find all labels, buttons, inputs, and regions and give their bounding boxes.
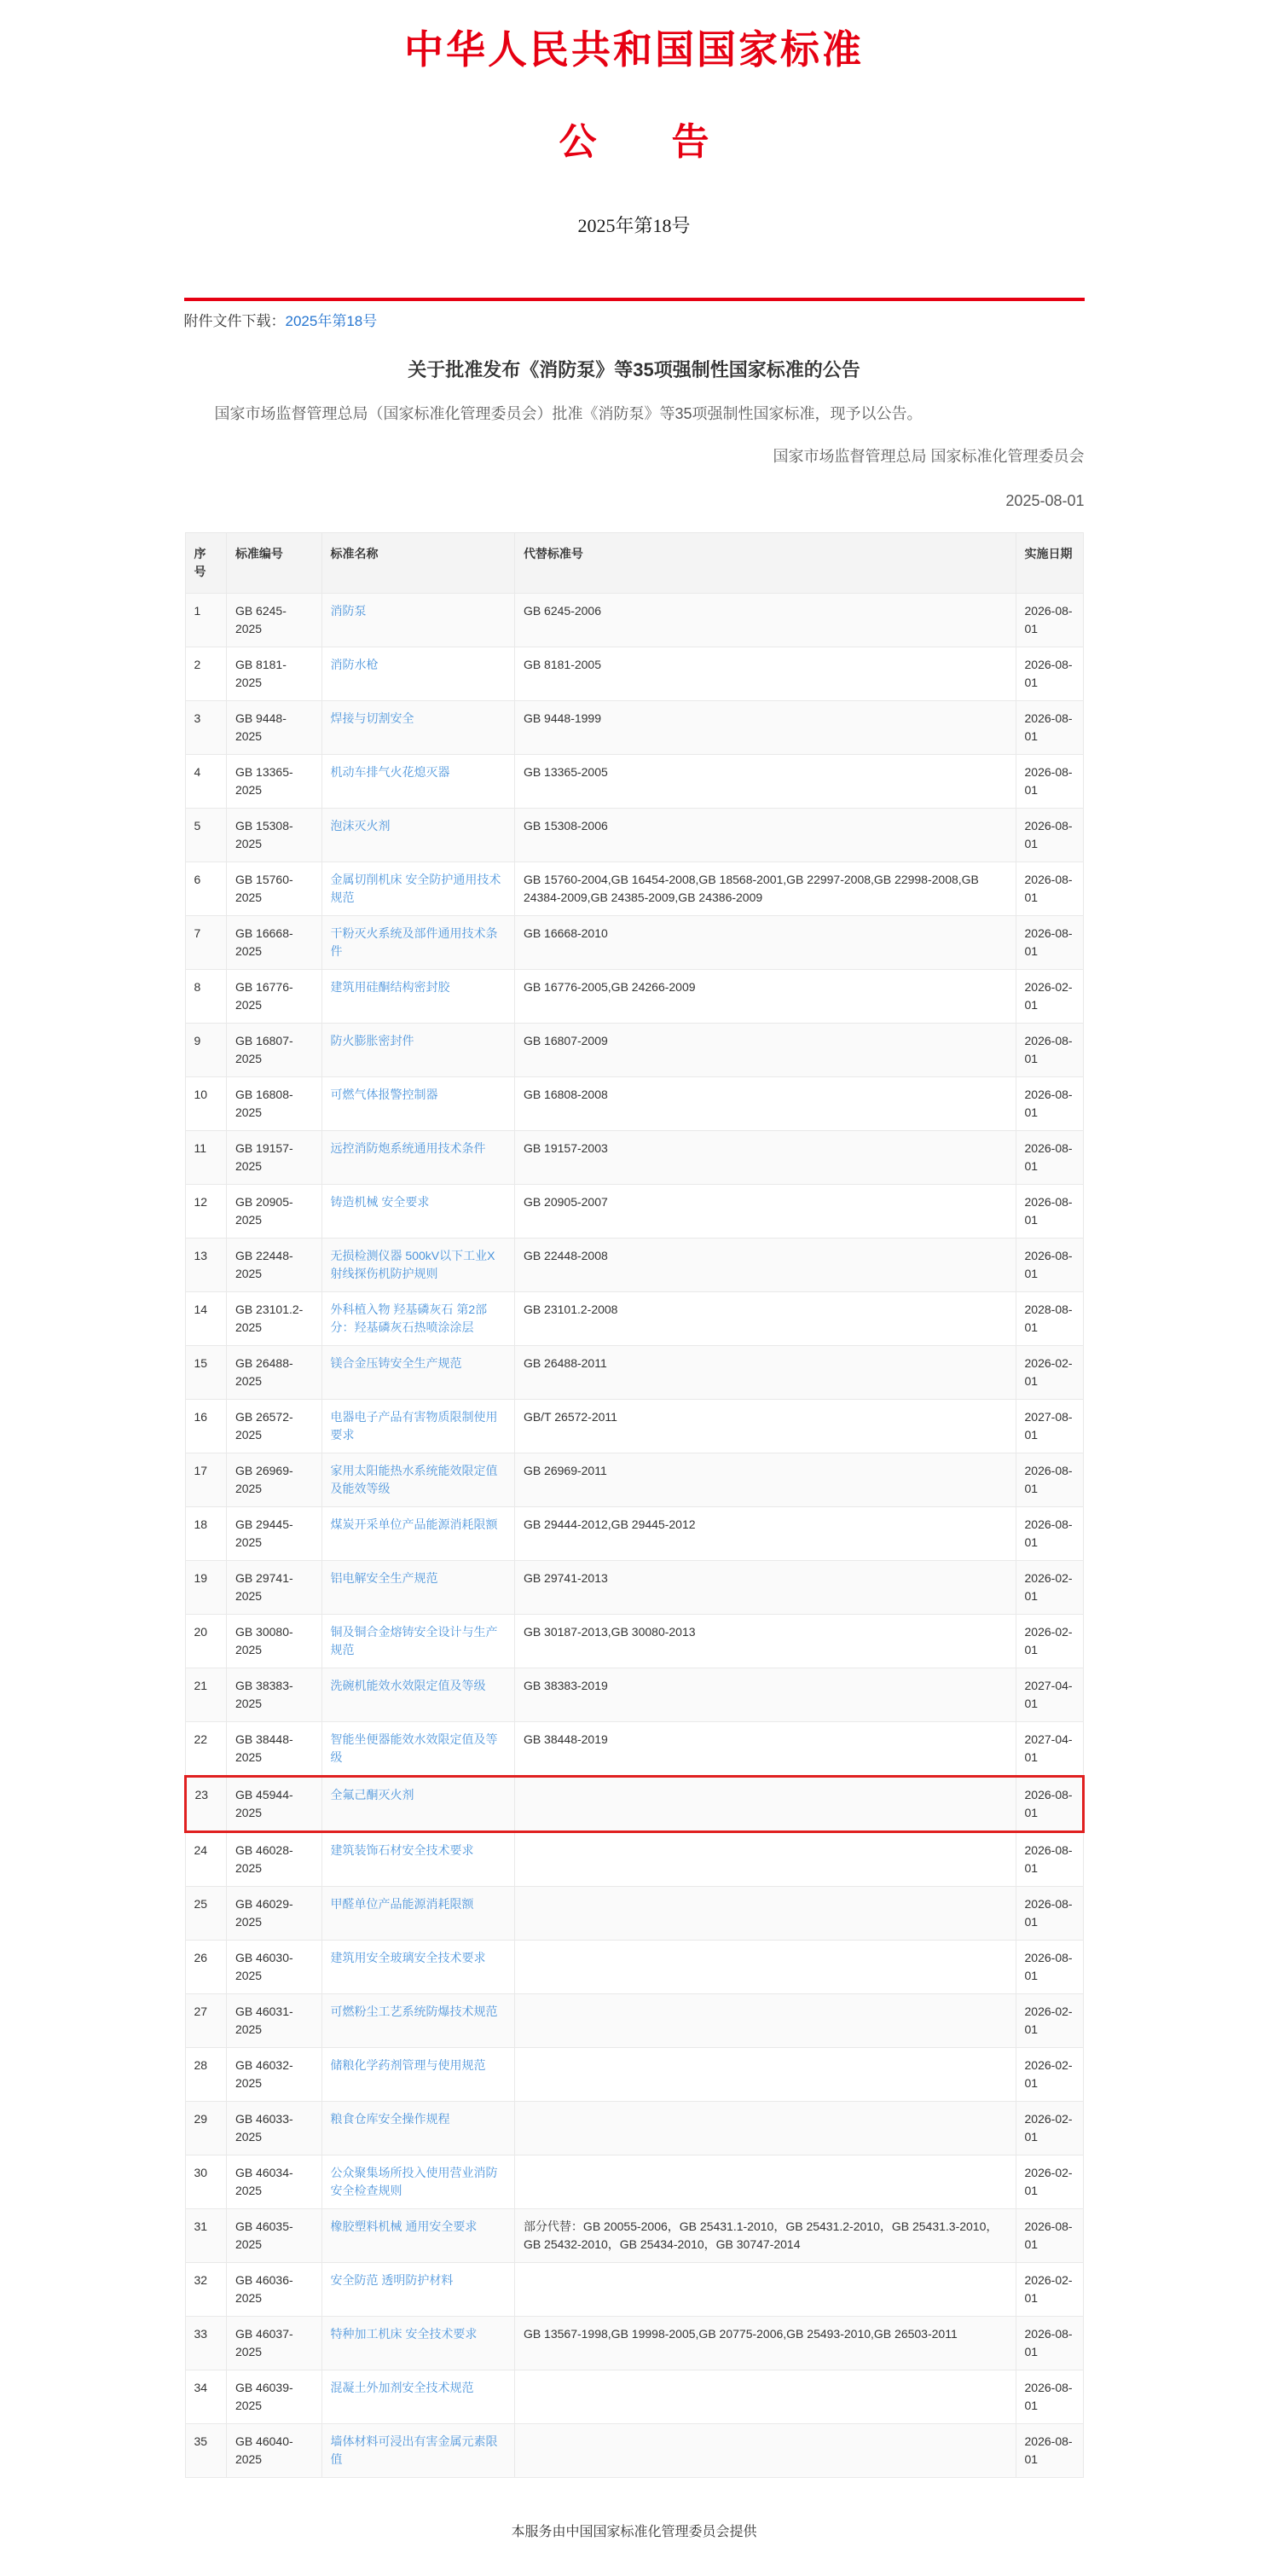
cell-index: 27 — [185, 1994, 226, 2048]
cell-implementation-date: 2026-08-01 — [1016, 1832, 1083, 1887]
cell-replaced-standards: GB 26488-2011 — [514, 1346, 1016, 1400]
standard-name-link[interactable]: 特种加工机床 安全技术要求 — [330, 2327, 478, 2341]
cell-replaced-standards: GB 13567-1998,GB 19998-2005,GB 20775-2006,GB 25493-2010,GB 26503-2011 — [514, 2317, 1016, 2370]
cell-implementation-date: 2026-08-01 — [1016, 1941, 1083, 1994]
cell-standard-number: GB 46031-2025 — [226, 1994, 321, 2048]
cell-replaced-standards: GB 20905-2007 — [514, 1185, 1016, 1239]
standards-table-header — [185, 533, 1083, 594]
attachment-download-link[interactable]: 2025年第18号 — [285, 313, 378, 329]
cell-standard-name — [321, 1722, 514, 1777]
cell-index: 25 — [185, 1887, 226, 1941]
cell-standard-name — [321, 1024, 514, 1077]
cell-standard-number: GB 29741-2025 — [226, 1561, 321, 1615]
table-row — [185, 862, 1083, 916]
cell-replaced-standards — [514, 2102, 1016, 2155]
cell-standard-number: GB 46032-2025 — [226, 2048, 321, 2102]
standard-name-link[interactable]: 公众聚集场所投入使用营业消防安全检查规则 — [330, 2166, 498, 2197]
cell-index: 14 — [185, 1292, 226, 1346]
table-row — [185, 2209, 1083, 2263]
cell-implementation-date: 2026-02-01 — [1016, 1994, 1083, 2048]
cell-standard-name — [321, 594, 514, 647]
cell-index: 35 — [185, 2424, 226, 2478]
table-row — [185, 1400, 1083, 1453]
cell-index: 21 — [185, 1668, 226, 1722]
cell-standard-number: GB 16807-2025 — [226, 1024, 321, 1077]
cell-standard-name — [321, 1777, 514, 1832]
col-implementation-date: 实施日期 — [1016, 533, 1083, 594]
cell-implementation-date: 2026-08-01 — [1016, 2317, 1083, 2370]
cell-implementation-date: 2026-08-01 — [1016, 1453, 1083, 1507]
standard-name-link[interactable]: 消防泵 — [330, 604, 367, 618]
cell-index: 28 — [185, 2048, 226, 2102]
cell-implementation-date: 2027-08-01 — [1016, 1400, 1083, 1453]
notice-title: 关于批准发布《消防泵》等35项强制性国家标准的公告 — [408, 359, 860, 380]
cell-implementation-date: 2026-02-01 — [1016, 2102, 1083, 2155]
cell-implementation-date: 2026-08-01 — [1016, 755, 1083, 809]
cell-replaced-standards — [514, 2155, 1016, 2209]
cell-index: 22 — [185, 1722, 226, 1777]
cell-standard-number: GB 26488-2025 — [226, 1346, 321, 1400]
table-row — [185, 916, 1083, 970]
standard-name-link[interactable]: 无损检测仪器 500kV以下工业X射线探伤机防护规则 — [330, 1249, 495, 1280]
cell-standard-number: GB 16776-2025 — [226, 970, 321, 1024]
cell-standard-number: GB 46036-2025 — [226, 2263, 321, 2317]
cell-index: 7 — [185, 916, 226, 970]
cell-index: 9 — [185, 1024, 226, 1077]
issuer-signature: 国家市场监督管理总局 国家标准化管理委员会 — [773, 448, 1085, 465]
cell-standard-name — [321, 1941, 514, 1994]
cell-replaced-standards: GB 19157-2003 — [514, 1131, 1016, 1185]
cell-implementation-date: 2026-08-01 — [1016, 1239, 1083, 1292]
cell-standard-number: GB 46029-2025 — [226, 1887, 321, 1941]
page-title: 中华人民共和国国家标准 — [404, 28, 864, 72]
cell-index: 20 — [185, 1615, 226, 1668]
cell-replaced-standards: GB 29444-2012,GB 29445-2012 — [514, 1507, 1016, 1561]
cell-standard-number: GB 30080-2025 — [226, 1615, 321, 1668]
footer-service-note: 本服务由中国国家标准化管理委员会提供 — [511, 2525, 757, 2539]
table-row-highlighted — [185, 1777, 1083, 1832]
table-row — [185, 970, 1083, 1024]
standard-name-link[interactable]: 煤炭开采单位产品能源消耗限额 — [330, 1517, 498, 1531]
cell-replaced-standards: GB 38383-2019 — [514, 1668, 1016, 1722]
cell-standard-number: GB 16668-2025 — [226, 916, 321, 970]
cell-replaced-standards: GB 16807-2009 — [514, 1024, 1016, 1077]
standard-name-link[interactable]: 混凝土外加剂安全技术规范 — [330, 2381, 474, 2394]
table-row — [185, 1507, 1083, 1561]
table-row — [185, 1615, 1083, 1668]
cell-index: 34 — [185, 2370, 226, 2424]
cell-implementation-date: 2026-08-01 — [1016, 809, 1083, 862]
table-row — [185, 809, 1083, 862]
table-row — [185, 1185, 1083, 1239]
cell-implementation-date: 2026-02-01 — [1016, 1561, 1083, 1615]
cell-index: 12 — [185, 1185, 226, 1239]
standard-name-link[interactable]: 建筑装饰石材安全技术要求 — [330, 1843, 474, 1857]
cell-standard-name — [321, 1185, 514, 1239]
cell-index: 4 — [185, 755, 226, 809]
cell-replaced-standards: GB 15308-2006 — [514, 809, 1016, 862]
cell-standard-name — [321, 1346, 514, 1400]
cell-standard-number: GB 26969-2025 — [226, 1453, 321, 1507]
page-subtitle: 公 告 — [559, 121, 709, 163]
table-row — [185, 2370, 1083, 2424]
cell-implementation-date: 2026-02-01 — [1016, 1346, 1083, 1400]
table-row — [185, 2048, 1083, 2102]
attachment-label: 附件文件下载： — [183, 313, 286, 329]
cell-standard-name — [321, 1561, 514, 1615]
cell-standard-name — [321, 2048, 514, 2102]
cell-standard-name — [321, 1507, 514, 1561]
standard-name-link[interactable]: 外科植入物 羟基磷灰石 第2部分：羟基磷灰石热喷涂涂层 — [330, 1303, 488, 1334]
cell-standard-name — [321, 1668, 514, 1722]
table-row — [185, 1832, 1083, 1887]
cell-replaced-standards — [514, 1887, 1016, 1941]
cell-implementation-date: 2028-08-01 — [1016, 1292, 1083, 1346]
cell-replaced-standards — [514, 1832, 1016, 1887]
cell-standard-number: GB 46040-2025 — [226, 2424, 321, 2478]
cell-standard-name — [321, 2102, 514, 2155]
cell-standard-name — [321, 2370, 514, 2424]
cell-implementation-date: 2026-08-01 — [1016, 1077, 1083, 1131]
standards-table-body — [185, 594, 1083, 2478]
cell-index: 10 — [185, 1077, 226, 1131]
cell-standard-number: GB 13365-2025 — [226, 755, 321, 809]
attachment-row — [184, 309, 1085, 330]
cell-implementation-date: 2027-04-01 — [1016, 1668, 1083, 1722]
cell-index: 31 — [185, 2209, 226, 2263]
cell-implementation-date: 2026-08-01 — [1016, 1185, 1083, 1239]
standard-name-link[interactable]: 洗碗机能效水效限定值及等级 — [330, 1679, 486, 1692]
cell-index: 17 — [185, 1453, 226, 1507]
cell-standard-name — [321, 1994, 514, 2048]
cell-standard-name — [321, 2155, 514, 2209]
standard-name-link[interactable]: 安全防范 透明防护材料 — [330, 2273, 454, 2287]
table-row — [185, 2155, 1083, 2209]
standard-name-link[interactable]: 金属切削机床 安全防护通用技术规范 — [330, 873, 501, 904]
cell-implementation-date: 2026-08-01 — [1016, 701, 1083, 755]
table-row — [185, 2424, 1083, 2478]
cell-index: 29 — [185, 2102, 226, 2155]
issue-number: 2025年第18号 — [577, 215, 691, 236]
cell-implementation-date: 2026-02-01 — [1016, 2155, 1083, 2209]
cell-implementation-date: 2026-08-01 — [1016, 1777, 1083, 1832]
standard-name-link[interactable]: 智能坐便器能效水效限定值及等级 — [330, 1732, 498, 1764]
cell-replaced-standards: GB 30187-2013,GB 30080-2013 — [514, 1615, 1016, 1668]
cell-standard-number: GB 15760-2025 — [226, 862, 321, 916]
cell-standard-number: GB 26572-2025 — [226, 1400, 321, 1453]
cell-standard-name — [321, 1453, 514, 1507]
cell-index: 13 — [185, 1239, 226, 1292]
standard-name-link[interactable]: 墙体材料可浸出有害金属元素限值 — [330, 2434, 498, 2466]
cell-index: 11 — [185, 1131, 226, 1185]
standard-name-link[interactable]: 铜及铜合金熔铸安全设计与生产规范 — [330, 1625, 498, 1656]
cell-standard-name — [321, 809, 514, 862]
cell-standard-name — [321, 1887, 514, 1941]
cell-standard-name — [321, 647, 514, 701]
cell-implementation-date: 2026-08-01 — [1016, 1507, 1083, 1561]
cell-index: 8 — [185, 970, 226, 1024]
cell-replaced-standards — [514, 2424, 1016, 2478]
cell-standard-number: GB 46037-2025 — [226, 2317, 321, 2370]
cell-replaced-standards: GB 29741-2013 — [514, 1561, 1016, 1615]
cell-standard-number: GB 6245-2025 — [226, 594, 321, 647]
cell-standard-name — [321, 755, 514, 809]
cell-index: 33 — [185, 2317, 226, 2370]
standard-name-link[interactable]: 镁合金压铸安全生产规范 — [330, 1356, 462, 1370]
col-index: 序号 — [185, 533, 226, 594]
table-row — [185, 1453, 1083, 1507]
cell-replaced-standards — [514, 2048, 1016, 2102]
cell-implementation-date: 2026-08-01 — [1016, 1887, 1083, 1941]
col-standard-number: 标准编号 — [226, 533, 321, 594]
table-row — [185, 1077, 1083, 1131]
table-row — [185, 1668, 1083, 1722]
cell-replaced-standards — [514, 1941, 1016, 1994]
cell-replaced-standards: GB 16808-2008 — [514, 1077, 1016, 1131]
cell-implementation-date: 2026-08-01 — [1016, 2424, 1083, 2478]
table-row — [185, 1239, 1083, 1292]
cell-replaced-standards: GB 23101.2-2008 — [514, 1292, 1016, 1346]
table-row — [185, 1561, 1083, 1615]
cell-replaced-standards: GB 22448-2008 — [514, 1239, 1016, 1292]
standard-name-link[interactable]: 建筑用硅酮结构密封胶 — [330, 980, 450, 994]
standard-name-link[interactable]: 甲醛单位产品能源消耗限额 — [330, 1897, 474, 1911]
cell-replaced-standards: GB 15760-2004,GB 16454-2008,GB 18568-2001,GB 22997-2008,GB 22998-2008,GB 24384-2009,GB 24385-2009,GB 24386-2009 — [514, 862, 1016, 916]
cell-index: 24 — [185, 1832, 226, 1887]
cell-standard-name — [321, 1832, 514, 1887]
cell-index: 23 — [185, 1777, 226, 1832]
cell-index: 15 — [185, 1346, 226, 1400]
cell-implementation-date: 2026-08-01 — [1016, 916, 1083, 970]
cell-replaced-standards: GB 38448-2019 — [514, 1722, 1016, 1777]
cell-standard-number: GB 15308-2025 — [226, 809, 321, 862]
standard-name-link[interactable]: 电器电子产品有害物质限制使用要求 — [330, 1410, 498, 1442]
cell-replaced-standards — [514, 1994, 1016, 2048]
table-row — [185, 2102, 1083, 2155]
table-row — [185, 1346, 1083, 1400]
cell-index: 30 — [185, 2155, 226, 2209]
cell-standard-number: GB 46034-2025 — [226, 2155, 321, 2209]
red-divider — [184, 298, 1085, 301]
cell-index: 19 — [185, 1561, 226, 1615]
standard-name-link[interactable]: 防火膨胀密封件 — [330, 1034, 414, 1047]
cell-standard-number: GB 46033-2025 — [226, 2102, 321, 2155]
cell-standard-name — [321, 1131, 514, 1185]
cell-implementation-date: 2026-08-01 — [1016, 1024, 1083, 1077]
cell-standard-number: GB 46030-2025 — [226, 1941, 321, 1994]
cell-index: 3 — [185, 701, 226, 755]
cell-standard-number: GB 20905-2025 — [226, 1185, 321, 1239]
standard-name-link[interactable]: 机动车排气火花熄灭器 — [330, 765, 450, 779]
cell-index: 2 — [185, 647, 226, 701]
cell-standard-name — [321, 1400, 514, 1453]
cell-replaced-standards: 部分代替：GB 20055-2006，GB 25431.1-2010，GB 25431.2-2010，GB 25431.3-2010，GB 25432-2010，GB 25434-2010，GB 30747-2014 — [514, 2209, 1016, 2263]
cell-standard-name — [321, 916, 514, 970]
standard-name-link[interactable]: 建筑用安全玻璃安全技术要求 — [330, 1951, 486, 1964]
standard-name-link[interactable]: 焊接与切割安全 — [330, 711, 414, 725]
cell-standard-number: GB 19157-2025 — [226, 1131, 321, 1185]
cell-standard-number: GB 16808-2025 — [226, 1077, 321, 1131]
cell-implementation-date: 2026-02-01 — [1016, 970, 1083, 1024]
cell-index: 32 — [185, 2263, 226, 2317]
cell-implementation-date: 2026-02-01 — [1016, 1615, 1083, 1668]
cell-implementation-date: 2026-08-01 — [1016, 594, 1083, 647]
cell-replaced-standards — [514, 2370, 1016, 2424]
standard-name-link[interactable]: 铸造机械 安全要求 — [330, 1195, 430, 1209]
cell-replaced-standards: GB 16668-2010 — [514, 916, 1016, 970]
cell-index: 26 — [185, 1941, 226, 1994]
col-standard-name: 标准名称 — [321, 533, 514, 594]
cell-standard-number: GB 45944-2025 — [226, 1777, 321, 1832]
table-row — [185, 1292, 1083, 1346]
cell-standard-number: GB 46035-2025 — [226, 2209, 321, 2263]
cell-standard-name — [321, 2209, 514, 2263]
cell-implementation-date: 2026-08-01 — [1016, 862, 1083, 916]
cell-standard-number: GB 46039-2025 — [226, 2370, 321, 2424]
table-row — [185, 2317, 1083, 2370]
cell-index: 16 — [185, 1400, 226, 1453]
cell-standard-name — [321, 2317, 514, 2370]
standard-name-link[interactable]: 全氟己酮灭火剂 — [330, 1788, 414, 1801]
table-row — [185, 1024, 1083, 1077]
publish-date: 2025-08-01 — [1005, 492, 1085, 509]
cell-standard-number: GB 38448-2025 — [226, 1722, 321, 1777]
cell-standard-name — [321, 1239, 514, 1292]
cell-index: 5 — [185, 809, 226, 862]
table-row — [185, 701, 1083, 755]
cell-replaced-standards — [514, 1777, 1016, 1832]
cell-standard-name — [321, 1077, 514, 1131]
cell-standard-name — [321, 2424, 514, 2478]
standards-table — [184, 532, 1085, 2478]
cell-replaced-standards: GB 13365-2005 — [514, 755, 1016, 809]
cell-implementation-date: 2026-08-01 — [1016, 2370, 1083, 2424]
cell-replaced-standards: GB 8181-2005 — [514, 647, 1016, 701]
standard-name-link[interactable]: 家用太阳能热水系统能效限定值及能效等级 — [330, 1464, 498, 1495]
cell-implementation-date: 2026-02-01 — [1016, 2263, 1083, 2317]
standard-name-link[interactable]: 可燃粉尘工艺系统防爆技术规范 — [330, 2005, 498, 2018]
cell-replaced-standards: GB 26969-2011 — [514, 1453, 1016, 1507]
cell-standard-number: GB 8181-2025 — [226, 647, 321, 701]
standard-name-link[interactable]: 干粉灭火系统及部件通用技术条件 — [330, 926, 498, 958]
standard-name-link[interactable]: 可燃气体报警控制器 — [330, 1088, 438, 1101]
table-row — [185, 2263, 1083, 2317]
cell-implementation-date: 2026-02-01 — [1016, 2048, 1083, 2102]
cell-replaced-standards: GB 6245-2006 — [514, 594, 1016, 647]
cell-standard-name — [321, 1292, 514, 1346]
table-row — [185, 1131, 1083, 1185]
cell-replaced-standards: GB/T 26572-2011 — [514, 1400, 1016, 1453]
cell-replaced-standards: GB 16776-2005,GB 24266-2009 — [514, 970, 1016, 1024]
cell-standard-name — [321, 970, 514, 1024]
cell-replaced-standards: GB 9448-1999 — [514, 701, 1016, 755]
standard-name-link[interactable]: 粮食仓库安全操作规程 — [330, 2112, 450, 2126]
standard-name-link[interactable]: 消防水枪 — [330, 658, 379, 671]
cell-standard-number: GB 23101.2-2025 — [226, 1292, 321, 1346]
cell-standard-number: GB 22448-2025 — [226, 1239, 321, 1292]
cell-standard-number: GB 29445-2025 — [226, 1507, 321, 1561]
col-replaced-standards: 代替标准号 — [514, 533, 1016, 594]
table-row — [185, 647, 1083, 701]
cell-implementation-date: 2026-08-01 — [1016, 1131, 1083, 1185]
table-row — [185, 1722, 1083, 1777]
cell-standard-name — [321, 862, 514, 916]
standard-name-link[interactable]: 铝电解安全生产规范 — [330, 1571, 438, 1585]
cell-standard-name — [321, 1615, 514, 1668]
cell-standard-name — [321, 2263, 514, 2317]
cell-implementation-date: 2026-08-01 — [1016, 647, 1083, 701]
standard-name-link[interactable]: 远控消防炮系统通用技术条件 — [330, 1141, 486, 1155]
cell-index: 6 — [185, 862, 226, 916]
standard-name-link[interactable]: 橡胶塑料机械 通用安全要求 — [330, 2219, 478, 2233]
notice-body: 国家市场监督管理总局（国家标准化管理委员会）批准《消防泵》等35项强制性国家标准，现予以公告。 — [214, 405, 923, 422]
cell-implementation-date: 2027-04-01 — [1016, 1722, 1083, 1777]
table-row — [185, 755, 1083, 809]
table-row — [185, 1994, 1083, 2048]
cell-standard-number: GB 9448-2025 — [226, 701, 321, 755]
table-row — [185, 1887, 1083, 1941]
cell-standard-number: GB 38383-2025 — [226, 1668, 321, 1722]
standard-name-link[interactable]: 泡沫灭火剂 — [330, 819, 391, 833]
cell-standard-number: GB 46028-2025 — [226, 1832, 321, 1887]
standard-name-link[interactable]: 储粮化学药剂管理与使用规范 — [330, 2058, 486, 2072]
announcement-page — [184, 0, 1085, 2540]
table-row — [185, 1941, 1083, 1994]
cell-replaced-standards — [514, 2263, 1016, 2317]
table-row — [185, 594, 1083, 647]
cell-standard-name — [321, 701, 514, 755]
cell-index: 1 — [185, 594, 226, 647]
cell-implementation-date: 2026-08-01 — [1016, 2209, 1083, 2263]
cell-index: 18 — [185, 1507, 226, 1561]
header-row — [185, 533, 1083, 594]
